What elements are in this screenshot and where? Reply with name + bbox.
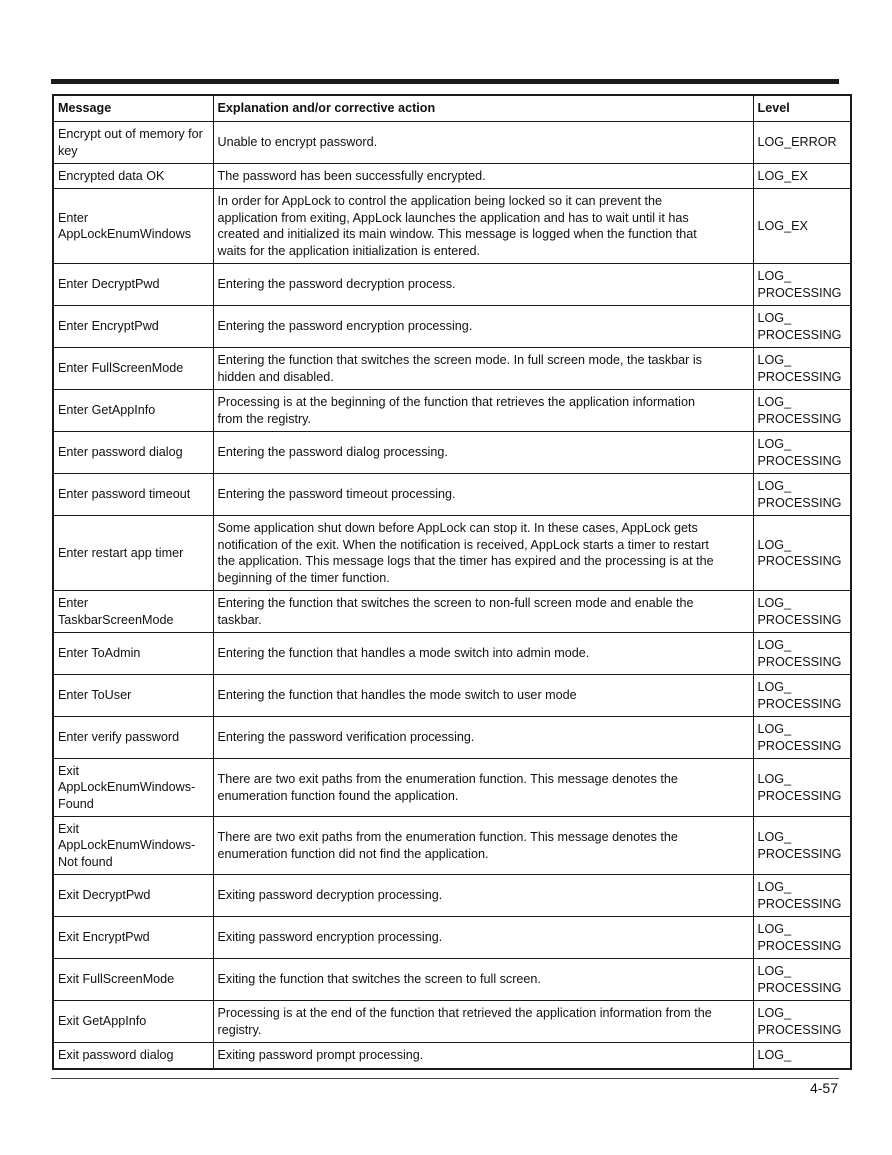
level-cell: LOG_ PROCESSING bbox=[753, 306, 851, 348]
explanation-cell: Entering the password dialog processing. bbox=[213, 432, 753, 474]
explanation-cell: The password has been successfully encrypted. bbox=[213, 164, 753, 189]
table-row bbox=[53, 1001, 851, 1043]
message-cell: Enter restart app timer bbox=[53, 516, 213, 591]
column-header-explanation: Explanation and/or corrective action bbox=[213, 95, 753, 122]
level-cell: LOG_ERROR bbox=[753, 122, 851, 164]
level-cell: LOG_ PROCESSING bbox=[753, 264, 851, 306]
table-row bbox=[53, 432, 851, 474]
level-cell: LOG_ PROCESSING bbox=[753, 390, 851, 432]
message-cell: Enter ToUser bbox=[53, 675, 213, 717]
level-cell: LOG_ PROCESSING bbox=[753, 348, 851, 390]
explanation-cell: Exiting password encryption processing. bbox=[213, 917, 753, 959]
table-row bbox=[53, 1043, 851, 1069]
table-row bbox=[53, 164, 851, 189]
message-cell: Exit AppLockEnumWindows- Found bbox=[53, 759, 213, 817]
message-cell: Enter password dialog bbox=[53, 432, 213, 474]
table-row bbox=[53, 591, 851, 633]
level-cell: LOG_EX bbox=[753, 189, 851, 264]
level-cell: LOG_ PROCESSING bbox=[753, 959, 851, 1001]
message-cell: Exit GetAppInfo bbox=[53, 1001, 213, 1043]
explanation-cell: Exiting the function that switches the screen to full screen. bbox=[213, 959, 753, 1001]
level-cell: LOG_ PROCESSING bbox=[753, 917, 851, 959]
page-number: 4-57 bbox=[809, 1080, 838, 1096]
table-row bbox=[53, 474, 851, 516]
message-cell: Enter ToAdmin bbox=[53, 633, 213, 675]
explanation-cell: There are two exit paths from the enumeration function. This message denotes the enumeration function did not find the application. bbox=[213, 817, 753, 875]
level-cell: LOG_EX bbox=[753, 164, 851, 189]
level-cell: LOG_ PROCESSING bbox=[753, 591, 851, 633]
message-cell: Exit AppLockEnumWindows- Not found bbox=[53, 817, 213, 875]
explanation-cell: Exiting password prompt processing. bbox=[213, 1043, 753, 1069]
level-cell: LOG_ PROCESSING bbox=[753, 817, 851, 875]
explanation-cell: Processing is at the end of the function that retrieved the application information from the registry. bbox=[213, 1001, 753, 1043]
column-header-level: Level bbox=[753, 95, 851, 122]
level-cell: LOG_ PROCESSING bbox=[753, 875, 851, 917]
message-cell: Encrypted data OK bbox=[53, 164, 213, 189]
explanation-cell: Entering the function that handles a mode switch into admin mode. bbox=[213, 633, 753, 675]
table-row bbox=[53, 959, 851, 1001]
explanation-cell: Entering the password timeout processing. bbox=[213, 474, 753, 516]
table-row bbox=[53, 122, 851, 164]
message-cell: Enter GetAppInfo bbox=[53, 390, 213, 432]
explanation-cell: Entering the password encryption processing. bbox=[213, 306, 753, 348]
explanation-cell: Entering the function that switches the screen to non-full screen mode and enable the taskbar. bbox=[213, 591, 753, 633]
level-cell: LOG_ PROCESSING bbox=[753, 432, 851, 474]
header-rule bbox=[51, 79, 839, 84]
table-row bbox=[53, 759, 851, 817]
explanation-cell: Entering the function that handles the mode switch to user mode bbox=[213, 675, 753, 717]
table-body bbox=[53, 122, 851, 1069]
explanation-cell: Processing is at the beginning of the function that retrieves the application information from the registry. bbox=[213, 390, 753, 432]
explanation-cell: In order for AppLock to control the application being locked so it can prevent the application from exiting, AppLock launches the application and has to wait until it has created and initialized its main window. This message is logged when the function that waits for the application initialization is entered. bbox=[213, 189, 753, 264]
explanation-cell: Entering the function that switches the screen mode. In full screen mode, the taskbar is hidden and disabled. bbox=[213, 348, 753, 390]
message-cell: Encrypt out of memory for key bbox=[53, 122, 213, 164]
footer-rule bbox=[51, 1078, 839, 1079]
explanation-cell: There are two exit paths from the enumeration function. This message denotes the enumeration function found the application. bbox=[213, 759, 753, 817]
level-cell: LOG_ PROCESSING bbox=[753, 717, 851, 759]
table-row bbox=[53, 306, 851, 348]
message-cell: Enter verify password bbox=[53, 717, 213, 759]
explanation-cell: Entering the password verification processing. bbox=[213, 717, 753, 759]
explanation-cell: Some application shut down before AppLock can stop it. In these cases, AppLock gets notification of the exit. When the notification is received, AppLock starts a timer to restart the application. This message logs that the timer has expired and the processing is at the beginning of the timer function. bbox=[213, 516, 753, 591]
message-cell: Exit EncryptPwd bbox=[53, 917, 213, 959]
level-cell: LOG_ PROCESSING bbox=[753, 759, 851, 817]
level-cell: LOG_ PROCESSING bbox=[753, 1001, 851, 1043]
table-row bbox=[53, 675, 851, 717]
level-cell: LOG_ PROCESSING bbox=[753, 474, 851, 516]
message-cell: Enter EncryptPwd bbox=[53, 306, 213, 348]
message-cell: Exit FullScreenMode bbox=[53, 959, 213, 1001]
level-cell: LOG_ bbox=[753, 1043, 851, 1069]
message-cell: Enter TaskbarScreenMode bbox=[53, 591, 213, 633]
table-row bbox=[53, 189, 851, 264]
explanation-cell: Unable to encrypt password. bbox=[213, 122, 753, 164]
message-cell: Enter AppLockEnumWindows bbox=[53, 189, 213, 264]
explanation-cell: Entering the password decryption process. bbox=[213, 264, 753, 306]
table-row bbox=[53, 516, 851, 591]
table-row bbox=[53, 875, 851, 917]
message-cell: Exit DecryptPwd bbox=[53, 875, 213, 917]
message-cell: Exit password dialog bbox=[53, 1043, 213, 1069]
explanation-cell: Exiting password decryption processing. bbox=[213, 875, 753, 917]
table-row bbox=[53, 717, 851, 759]
message-cell: Enter password timeout bbox=[53, 474, 213, 516]
message-cell: Enter DecryptPwd bbox=[53, 264, 213, 306]
log-message-table bbox=[52, 94, 852, 1070]
table-row bbox=[53, 817, 851, 875]
column-header-message: Message bbox=[53, 95, 213, 122]
table-header-row bbox=[53, 95, 851, 122]
message-cell: Enter FullScreenMode bbox=[53, 348, 213, 390]
level-cell: LOG_ PROCESSING bbox=[753, 675, 851, 717]
table-row bbox=[53, 348, 851, 390]
table-row bbox=[53, 390, 851, 432]
level-cell: LOG_ PROCESSING bbox=[753, 633, 851, 675]
table-row bbox=[53, 917, 851, 959]
level-cell: LOG_ PROCESSING bbox=[753, 516, 851, 591]
table-row bbox=[53, 264, 851, 306]
table-row bbox=[53, 633, 851, 675]
